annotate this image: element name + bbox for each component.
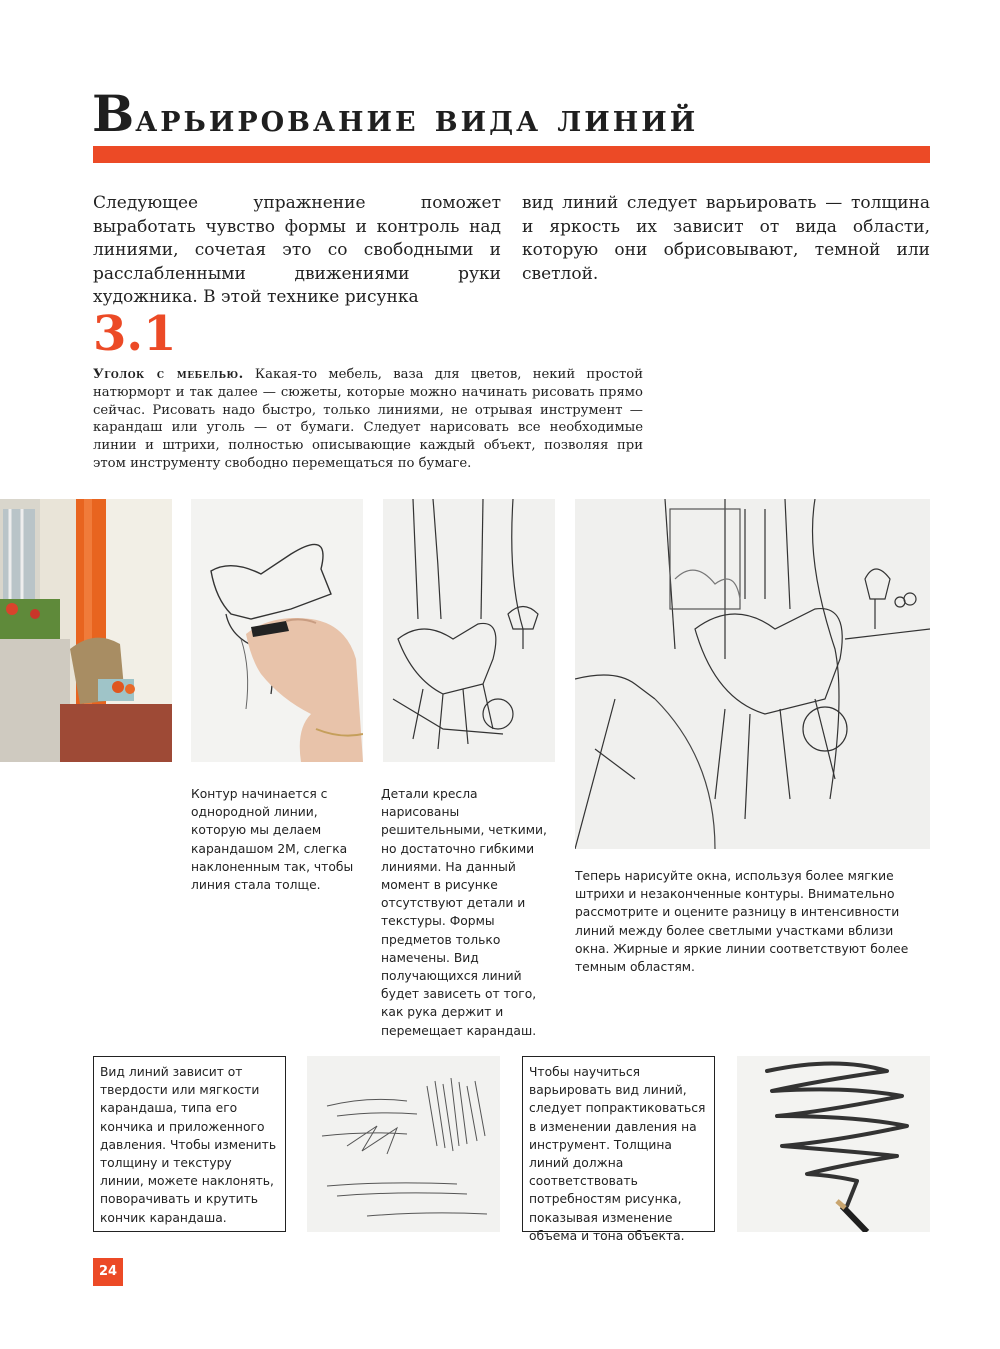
page-title: Варьирование вида линий bbox=[92, 84, 699, 143]
exercise-body: Какая-то мебель, ваза для цветов, некий простой натюрморт и так далее — сюжеты, которые можно начинать рисовать прямо сейчас. Рисовать надо быстро, только линиями, не отрывая инструмент — карандаш или уголь — от бумаги. Следует нарисовать все необходимые линии и штрихи, полностью описывающие каждый объект, позволяя при этом инструменту свободно перемещаться по бумаге. bbox=[93, 367, 643, 471]
sketch-step3-image bbox=[575, 499, 930, 849]
caption-step2: Детали кресла нарисованы решительными, четкими, но достаточно гибкими линиями. На данный момент в рисунке отсутствуют детали и текстуры. Формы предметов только намечены. Вид получающихся линий будет зависеть от того, как рука держит и перемещает карандаш. bbox=[381, 787, 547, 1038]
exercise-lead: Уголок с мебелью. bbox=[93, 367, 244, 382]
sketch-step2-image bbox=[383, 499, 555, 762]
intro-paragraph-left: Следующее упражнение поможет выработать чувство формы и контроль над линиями, сочетая это со свободными и расслабленными движениями руки художника. В этой технике рисунка bbox=[93, 193, 501, 307]
exercise-description bbox=[93, 366, 643, 473]
intro-paragraph-right: вид линий следует варьировать — толщина и яркость их зависит от вида области, которую они обрисовывают, темной или светлой. bbox=[522, 193, 930, 284]
caption-step3: Теперь нарисуйте окна, используя более мягкие штрихи и незаконченные контуры. Внимательно рассмотрите и оцените разницу в интенсивности линий между более светлыми участками вблизи окна. Жирные и яркие линии соответствуют более темным областям. bbox=[575, 869, 909, 975]
page-number: 24 bbox=[93, 1258, 123, 1286]
exercise-number: 3.1 bbox=[93, 306, 177, 362]
scribble-sample-dark-image bbox=[737, 1056, 930, 1232]
info-box-pressure-practice: Чтобы научиться варьировать вид линий, следует попрактиковаться в изменении давления на инструмент. Толщина линий должна соответствовать потребностям рисунка, показывая изменение объема и тона объекта. bbox=[522, 1056, 715, 1232]
room-corner-photo bbox=[0, 499, 172, 762]
sketch-step1-image bbox=[191, 499, 363, 762]
info-box-pencil-hardness: Вид линий зависит от твердости или мягкости карандаша, типа его кончика и приложенного давления. Чтобы изменить толщину и текстуру линии, можете наклонять, поворачивать и крутить кончик карандаша. bbox=[93, 1056, 286, 1232]
scribble-sample-light-image bbox=[307, 1056, 500, 1232]
caption-step1: Контур начинается с однородной линии, которую мы делаем карандашом 2М, слегка наклоненным так, чтобы линия стала толще. bbox=[191, 787, 354, 893]
title-underline-bar bbox=[93, 146, 930, 163]
